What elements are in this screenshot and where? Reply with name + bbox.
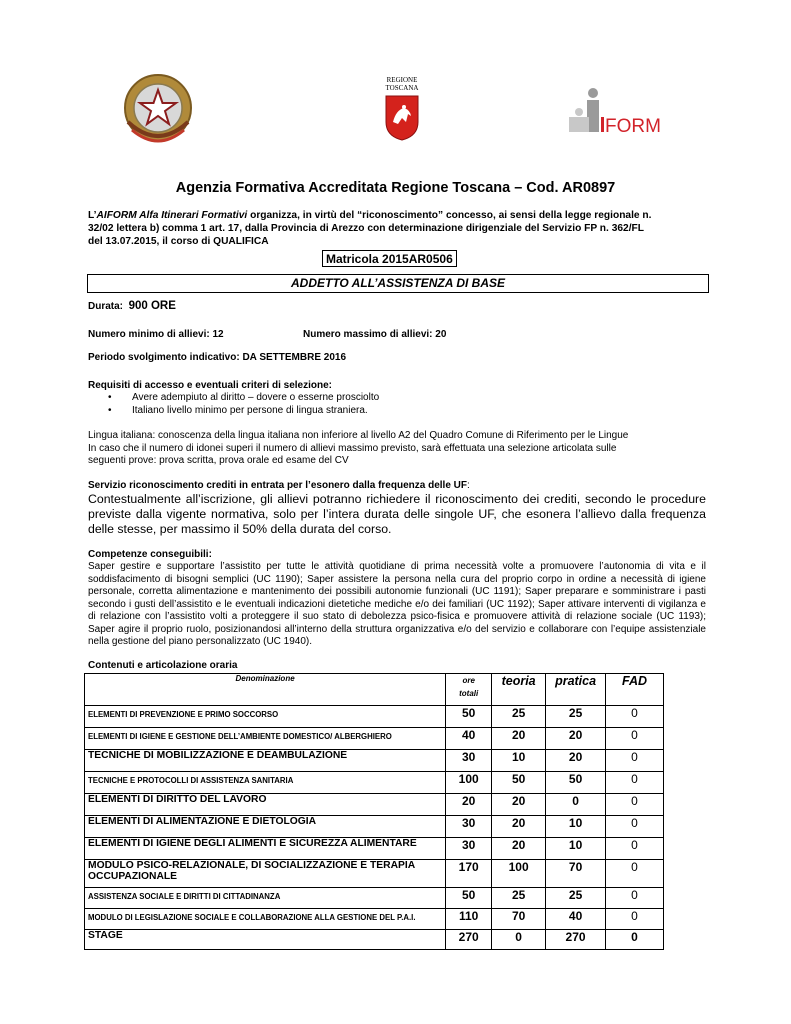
ore-totali-cell: 100 xyxy=(446,772,492,794)
table-row xyxy=(85,930,664,950)
regione-toscana-logo xyxy=(378,76,426,144)
matricola-box: Matricola 2015AR0506 xyxy=(322,250,457,267)
pratica-cell: 25 xyxy=(546,706,606,728)
allievi-min: Numero minimo di allievi: 12 xyxy=(88,329,224,340)
fad-cell: 0 xyxy=(606,930,664,950)
table-row xyxy=(85,772,664,794)
bullet: • xyxy=(108,404,112,416)
competenze-body: Saper gestire e supportare l’assistito per tutte le attività quotidiane di prima necessità volte a promuovere l’autonomia di vita e il soddisfacimento di bisogni semplici (UC 1190); Saper assistere la persona nella cura del proprio corpo in ordine a necessità di igiene personale, corretta alimentazione e mantenimento dei possibili autonomie funzionali (UC 1191); Saper preparare e somministrare i pasti secondo i gusti dell’assistito e le eventuali indicazioni dietetiche mediche e/o dei familiari (UC 1192); Saper attivare interventi di vigilanza e di relazione con l’assistito volti a proteggere il suo stato di debolezza psico-fisica e promuovere attività di relazione sociale (UC 1193); Saper agire il proprio ruolo, posizionandosi all’interno della struttura organizzativa e/o del servizio e collaborare con l’equipe assistenziale nella gestione del piano personalizzato (UC 1940). xyxy=(88,561,706,647)
header-denominazione: Denominazione xyxy=(85,674,446,706)
hours-table xyxy=(84,673,664,950)
teoria-cell: 20 xyxy=(492,816,546,838)
pratica-cell: 40 xyxy=(546,909,606,930)
pratica-cell: 0 xyxy=(546,794,606,816)
ore-totali-cell: 30 xyxy=(446,750,492,772)
ore-totali-cell: 50 xyxy=(446,706,492,728)
table-row xyxy=(85,728,664,750)
table-row xyxy=(85,860,664,888)
lingua-paragraph xyxy=(88,430,713,468)
teoria-cell: 10 xyxy=(492,750,546,772)
module-name: ELEMENTI DI PREVENZIONE E PRIMO SOCCORSO xyxy=(85,706,446,728)
header-fad: FAD xyxy=(606,674,664,706)
pratica-cell: 25 xyxy=(546,888,606,909)
fad-cell: 0 xyxy=(606,728,664,750)
lingua-line-2: In caso che il numero di idonei superi il numero di allievi massimo previsto, sarà effettuata una selezione articolata sulle xyxy=(88,442,617,454)
module-name: TECNICHE E PROTOCOLLI DI ASSISTENZA SANITARIA xyxy=(85,772,446,794)
table-body xyxy=(85,706,664,950)
header-teoria: teoria xyxy=(492,674,546,706)
fad-cell: 0 xyxy=(606,816,664,838)
requisiti-list xyxy=(108,392,379,417)
teoria-cell: 25 xyxy=(492,706,546,728)
fad-cell: 0 xyxy=(606,838,664,860)
header-ore-totali xyxy=(446,674,492,706)
intro-prefix: L’ xyxy=(88,210,97,221)
header-pratica: pratica xyxy=(546,674,606,706)
module-name: ASSISTENZA SOCIALE E DIRITTI DI CITTADINANZA xyxy=(85,888,446,909)
lingua-line-3: seguenti prove: prova scritta, prova orale ed esame del CV xyxy=(88,455,349,466)
course-title: ADDETTO ALL’ASSISTENZA DI BASE xyxy=(87,274,709,293)
module-name: MODULO DI LEGISLAZIONE SOCIALE E COLLABORAZIONE ALLA GESTIONE DEL P.A.I. xyxy=(85,909,446,930)
pratica-cell: 10 xyxy=(546,838,606,860)
servizio-body: Contestualmente all’iscrizione, gli allievi potranno richiedere il riconoscimento dei crediti, secondo le procedure previste dalla vigente normativa, solo per l’intera durata delle singole UF, che esonera l’allievo dalla frequenza delle stesse, per massimo il 50% della durata del corso. xyxy=(88,492,706,536)
agency-name: AIFORM Alfa Itinerari Formativi xyxy=(96,210,248,221)
table-row xyxy=(85,888,664,909)
header-ore-line-1: ore xyxy=(462,676,475,685)
teoria-cell: 70 xyxy=(492,909,546,930)
module-name: MODULO PSICO-RELAZIONALE, DI SOCIALIZZAZIONE E TERAPIA OCCUPAZIONALE xyxy=(85,860,446,888)
fad-cell: 0 xyxy=(606,794,664,816)
durata xyxy=(88,300,176,312)
allievi-max: Numero massimo di allievi: 20 xyxy=(303,329,447,340)
durata-label: Durata: xyxy=(88,301,124,312)
intro-paragraph xyxy=(88,209,708,248)
intro-line-2: 32/02 lettera b) comma 1 art. 17, dalla Provincia di Arezzo con determinazione dirigenziale del Servizio FP n. 362/FL xyxy=(88,223,644,234)
periodo: Periodo svolgimento indicativo: DA SETTEMBRE 2016 xyxy=(88,352,347,363)
servizio-heading xyxy=(88,480,470,493)
module-name: ELEMENTI DI IGIENE E GESTIONE DELL’AMBIENTE DOMESTICO/ ALBERGHIERO xyxy=(85,728,446,750)
teoria-cell: 50 xyxy=(492,772,546,794)
logo-toscana-line-1: REGIONE xyxy=(386,76,418,84)
page-title: Agenzia Formativa Accreditata Regione Toscana – Cod. AR0897 xyxy=(175,180,616,196)
servizio-heading-suffix: : xyxy=(467,480,470,491)
module-name: ELEMENTI DI IGIENE DEGLI ALIMENTI E SICUREZZA ALIMENTARE xyxy=(85,838,446,860)
bullet: • xyxy=(108,392,112,403)
lingua-line-1: Lingua italiana: conoscenza della lingua italiana non inferiore al livello A2 del Quadro Comune di Riferimento per le Lingue xyxy=(88,430,629,441)
fad-cell: 0 xyxy=(606,909,664,930)
pratica-cell: 20 xyxy=(546,750,606,772)
teoria-cell: 20 xyxy=(492,794,546,816)
list-item xyxy=(108,392,379,405)
module-name: TECNICHE DI MOBILIZZAZIONE E DEAMBULAZIONE xyxy=(85,750,446,772)
fad-cell: 0 xyxy=(606,706,664,728)
pratica-cell: 70 xyxy=(546,860,606,888)
teoria-cell: 0 xyxy=(492,930,546,950)
aiform-logo-wordmark: FORM xyxy=(605,116,661,137)
module-name: ELEMENTI DI DIRITTO DEL LAVORO xyxy=(85,794,446,816)
teoria-cell: 25 xyxy=(492,888,546,909)
ore-totali-cell: 170 xyxy=(446,860,492,888)
intro-line-3: del 13.07.2015, il corso di QUALIFICA xyxy=(88,236,269,247)
requisito-text: Avere adempiuto al diritto – dovere o esserne prosciolto xyxy=(132,392,380,403)
fad-cell: 0 xyxy=(606,860,664,888)
intro-line-1: organizza, in virtù del “riconoscimento” concesso, ai sensi della legge regionale n. xyxy=(247,210,652,221)
teoria-cell: 20 xyxy=(492,838,546,860)
list-item xyxy=(108,405,379,418)
ore-totali-cell: 30 xyxy=(446,816,492,838)
aiform-logo xyxy=(563,87,663,139)
fad-cell: 0 xyxy=(606,750,664,772)
competenze-heading: Competenze conseguibili: xyxy=(88,549,212,560)
ore-totali-cell: 50 xyxy=(446,888,492,909)
table-row xyxy=(85,750,664,772)
table-row xyxy=(85,816,664,838)
teoria-cell: 100 xyxy=(492,860,546,888)
table-header-row xyxy=(85,674,664,706)
pratica-cell: 50 xyxy=(546,772,606,794)
contenuti-heading: Contenuti e articolazione oraria xyxy=(88,660,238,671)
ore-totali-cell: 30 xyxy=(446,838,492,860)
servizio-heading-text: Servizio riconoscimento crediti in entrata per l’esonero dalla frequenza delle UF xyxy=(88,480,467,491)
pratica-cell: 10 xyxy=(546,816,606,838)
ore-totali-cell: 40 xyxy=(446,728,492,750)
module-name: ELEMENTI DI ALIMENTAZIONE E DIETOLOGIA xyxy=(85,816,446,838)
ore-totali-cell: 270 xyxy=(446,930,492,950)
header-ore-line-2: totali xyxy=(459,689,479,698)
pratica-cell: 20 xyxy=(546,728,606,750)
fad-cell: 0 xyxy=(606,888,664,909)
pratica-cell: 270 xyxy=(546,930,606,950)
ore-totali-cell: 110 xyxy=(446,909,492,930)
requisito-text: Italiano livello minimo per persone di lingua straniera. xyxy=(132,404,368,416)
table-row xyxy=(85,794,664,816)
repubblica-italiana-emblem xyxy=(118,70,198,150)
durata-value: 900 ORE xyxy=(128,300,176,312)
requisiti-heading: Requisiti di accesso e eventuali criteri di selezione: xyxy=(88,380,332,391)
fad-cell: 0 xyxy=(606,772,664,794)
table-row xyxy=(85,706,664,728)
teoria-cell: 20 xyxy=(492,728,546,750)
logo-toscana-line-2: TOSCANA xyxy=(385,84,419,92)
module-name: STAGE xyxy=(85,930,446,950)
ore-totali-cell: 20 xyxy=(446,794,492,816)
table-row xyxy=(85,909,664,930)
table-row xyxy=(85,838,664,860)
